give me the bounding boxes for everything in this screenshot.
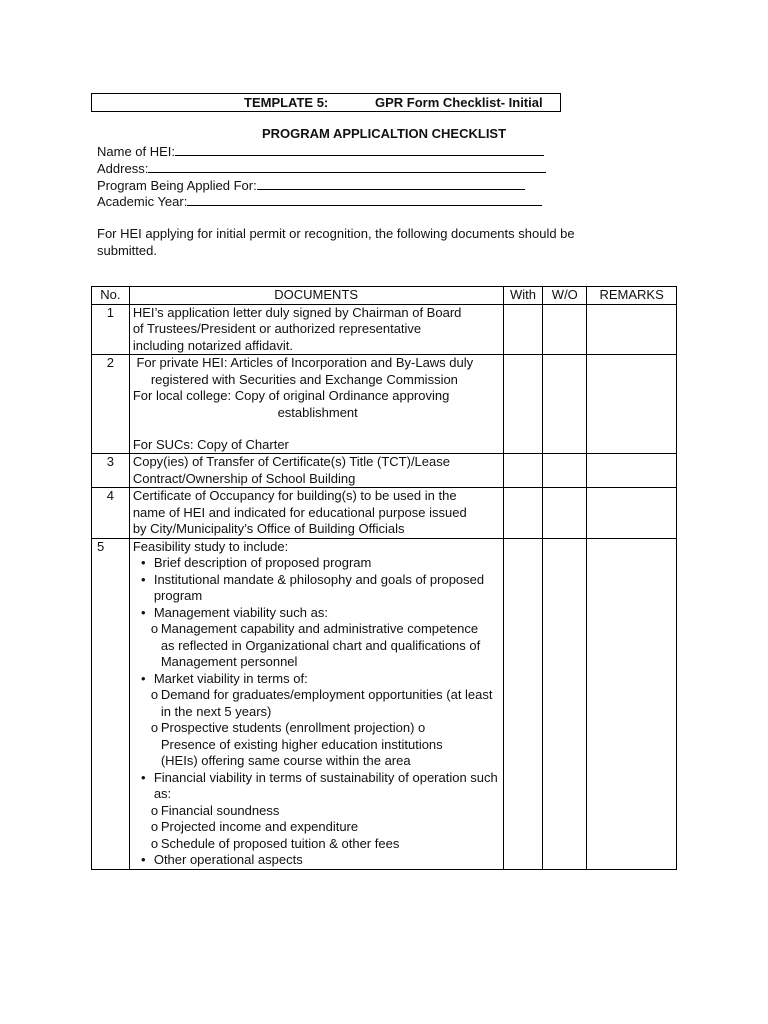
form-title: GPR Form Checklist- Initial <box>375 95 543 110</box>
list-item <box>133 555 503 572</box>
table-row <box>92 538 677 869</box>
program-line[interactable] <box>257 177 525 190</box>
remarks-cell[interactable] <box>587 304 677 355</box>
table-row <box>92 304 677 355</box>
header-remarks: REMARKS <box>587 287 677 305</box>
document-cell <box>129 488 503 539</box>
bullet-icon: • <box>141 852 146 867</box>
list-item <box>133 572 503 605</box>
academic-year-line[interactable] <box>187 193 542 206</box>
with-checkbox-cell[interactable] <box>503 538 543 869</box>
bullet-icon: • <box>141 571 146 587</box>
document-cell <box>129 538 503 869</box>
with-checkbox-cell[interactable] <box>503 488 543 539</box>
circle-bullet-icon: o <box>150 621 159 636</box>
field-label: Name of HEI: <box>97 144 176 159</box>
document-line: HEI’s application letter duly signed by Chairman of Board <box>132 304 462 320</box>
circle-bullet-icon: o <box>150 802 159 818</box>
sub-bullet-text: Demand for graduates/employment opportunities (at least in the next 5 years) <box>160 687 493 719</box>
remarks-cell[interactable] <box>587 538 677 869</box>
name-of-hei-line[interactable] <box>175 143 544 156</box>
sub-list-item <box>133 836 503 853</box>
list-item <box>133 852 503 869</box>
row-number: 4 <box>92 488 130 539</box>
header-documents: DOCUMENTS <box>129 287 503 305</box>
name-of-hei-field[interactable] <box>97 143 544 160</box>
document-line: of Trustees/President or authorized representative <box>132 321 422 336</box>
program-field[interactable] <box>97 177 525 194</box>
row-number: 5 <box>92 538 130 869</box>
sub-list-item <box>133 687 503 720</box>
sub-bullet-text: Projected income and expenditure <box>160 819 359 834</box>
sub-list-item <box>133 621 503 671</box>
wo-checkbox-cell[interactable] <box>543 454 587 488</box>
sub-list-item <box>133 803 503 820</box>
page-title: PROGRAM APPLICALTION CHECKLIST <box>261 126 507 141</box>
wo-checkbox-cell[interactable] <box>543 538 587 869</box>
document-cell <box>129 355 503 454</box>
bullet-text: Brief description of proposed program <box>153 555 372 570</box>
bullet-icon: • <box>141 555 146 570</box>
sub-list-item <box>133 720 503 770</box>
sub-list-item <box>133 819 503 836</box>
remarks-cell[interactable] <box>587 488 677 539</box>
field-label: Program Being Applied For: <box>97 178 257 193</box>
circle-bullet-icon: o <box>150 835 159 851</box>
template-header-box <box>91 93 561 112</box>
document-cell <box>129 454 503 488</box>
document-line: For SUCs: Copy of Charter <box>132 436 289 452</box>
sub-bullet-text: Prospective students (enrollment projection) o Presence of existing higher education institutions (HEIs) offering same course within the area <box>160 720 443 768</box>
row-number: 2 <box>92 355 130 454</box>
address-field[interactable] <box>97 160 546 177</box>
header-wo: W/O <box>543 287 587 305</box>
wo-checkbox-cell[interactable] <box>543 304 587 355</box>
bullet-icon: • <box>141 670 146 686</box>
row-number: 1 <box>92 304 130 355</box>
sub-bullet-text: Management capability and administrative competence as reflected in Organizational chart and qualifications of Management personnel <box>160 621 481 669</box>
document-line: registered with Securities and Exchange Commission <box>150 371 458 387</box>
document-line: name of HEI and indicated for educational purpose issued <box>132 504 467 520</box>
intro-paragraph: For HEI applying for initial permit or recognition, the following documents should be submitted. <box>97 226 575 258</box>
table-header-row <box>92 287 677 305</box>
document-line: For local college: Copy of original Ordinance approving <box>132 388 450 403</box>
template-label: TEMPLATE 5: <box>244 95 329 110</box>
wo-checkbox-cell[interactable] <box>543 355 587 454</box>
document-line: establishment <box>277 404 358 420</box>
document-line: by City/Municipality’s Office of Building Officials <box>132 521 405 536</box>
bullet-text: Institutional mandate & philosophy and goals of proposed program <box>153 571 485 603</box>
checklist-table <box>91 286 677 870</box>
list-item <box>133 605 503 622</box>
field-label: Address: <box>97 161 149 176</box>
remarks-cell[interactable] <box>587 355 677 454</box>
with-checkbox-cell[interactable] <box>503 355 543 454</box>
sub-bullet-text: Schedule of proposed tuition & other fees <box>160 835 400 851</box>
list-item <box>133 671 503 688</box>
header-no: No. <box>92 287 130 305</box>
feasibility-intro: Feasibility study to include: <box>132 538 289 554</box>
field-label: Academic Year: <box>97 194 188 209</box>
document-line: Copy(ies) of Transfer of Certificate(s) Title (TCT)/Lease <box>132 454 450 469</box>
bullet-text: Other operational aspects <box>153 852 303 867</box>
with-checkbox-cell[interactable] <box>503 304 543 355</box>
list-item <box>133 770 503 803</box>
document-line: For private HEI: Articles of Incorporation and By-Laws duly <box>132 355 474 370</box>
wo-checkbox-cell[interactable] <box>543 488 587 539</box>
bullet-text: Financial viability in terms of sustainability of operation such as: <box>153 769 498 801</box>
bullet-text: Management viability such as: <box>153 604 328 620</box>
document-line: Contract/Ownership of School Building <box>132 470 356 486</box>
academic-year-field[interactable] <box>97 193 542 210</box>
remarks-cell[interactable] <box>587 454 677 488</box>
document-cell <box>129 304 503 355</box>
bullet-icon: • <box>141 769 146 785</box>
bullet-text: Market viability in terms of: <box>153 670 308 686</box>
table-row <box>92 488 677 539</box>
header-with: With <box>503 287 543 305</box>
circle-bullet-icon: o <box>150 819 159 834</box>
row-number: 3 <box>92 454 130 488</box>
table-row <box>92 355 677 454</box>
document-line: Certificate of Occupancy for building(s) to be used in the <box>132 488 457 503</box>
document-line: including notarized affidavit. <box>132 337 294 353</box>
with-checkbox-cell[interactable] <box>503 454 543 488</box>
bullet-icon: • <box>141 604 146 620</box>
sub-bullet-text: Financial soundness <box>160 802 280 818</box>
table-row <box>92 454 677 488</box>
circle-bullet-icon: o <box>150 720 159 735</box>
circle-bullet-icon: o <box>150 687 159 702</box>
address-line[interactable] <box>148 160 546 173</box>
